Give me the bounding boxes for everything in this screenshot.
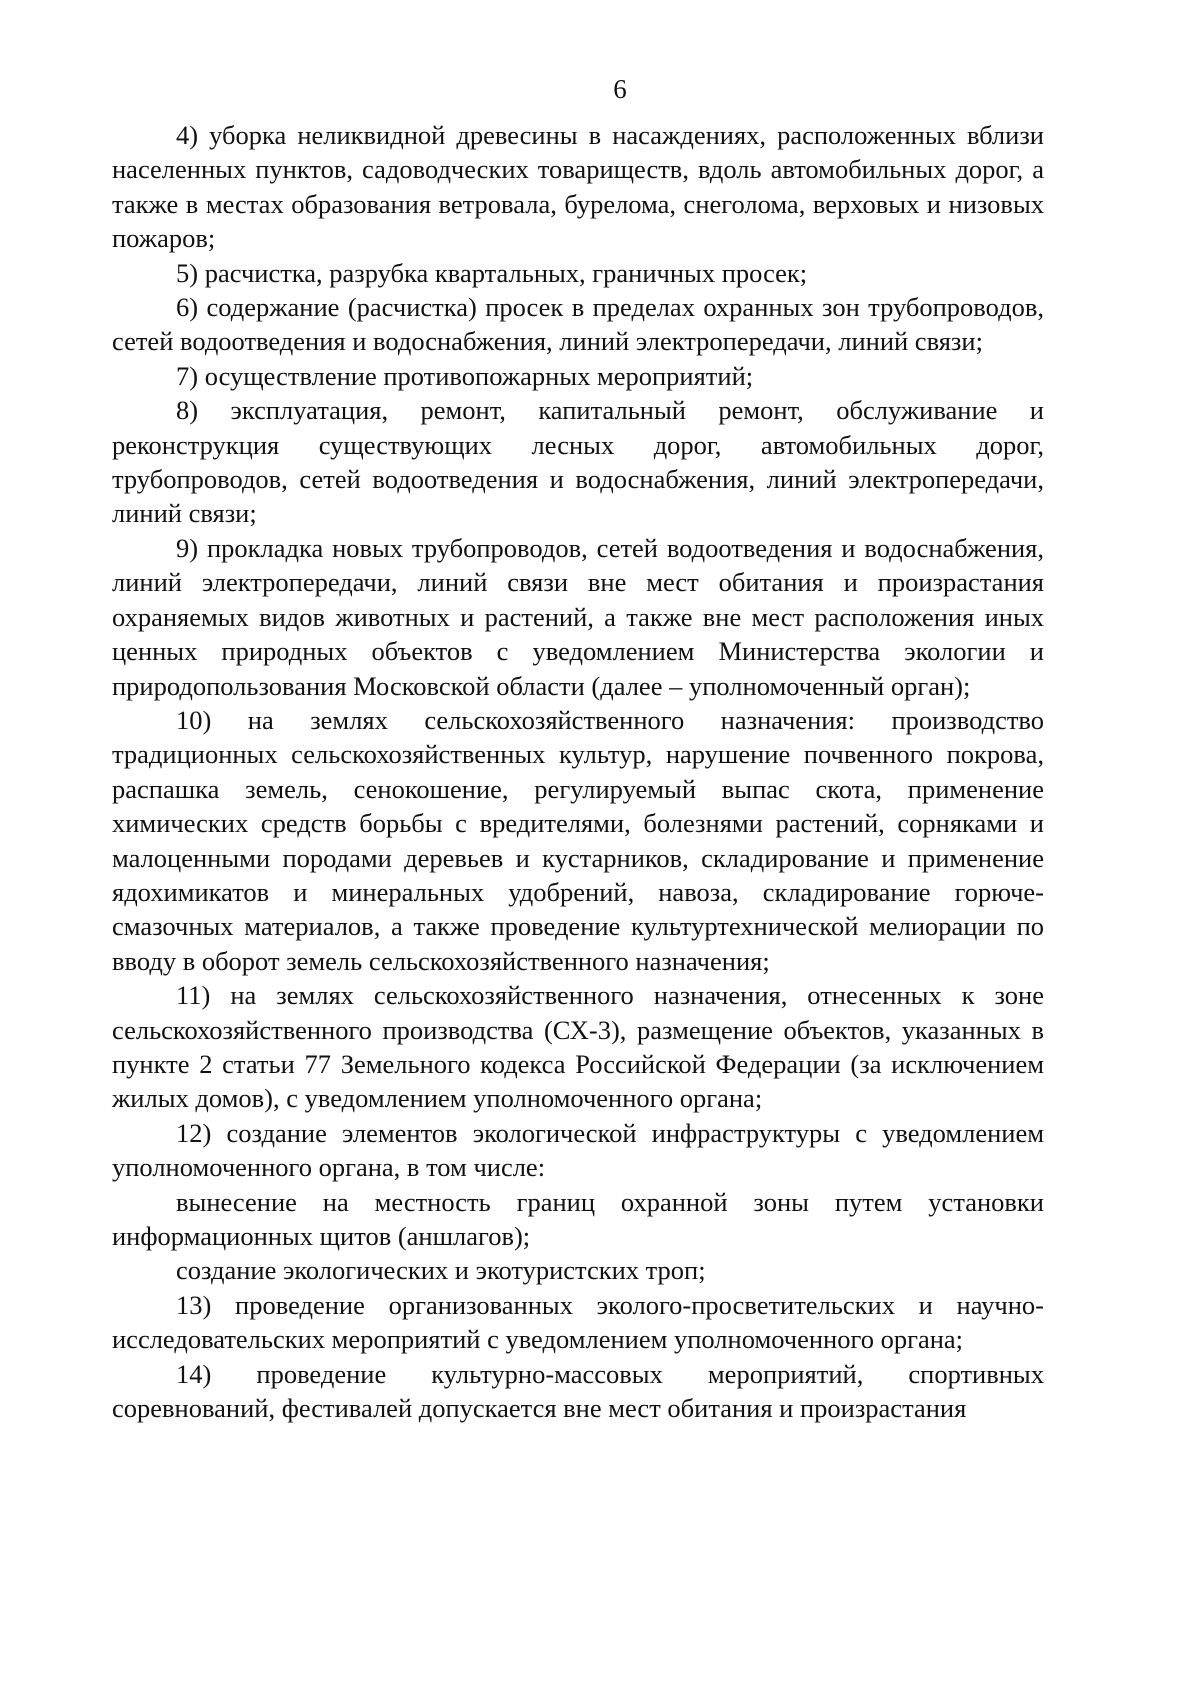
- paragraph-subitem-trails: создание экологических и экотуристских троп;: [176, 1255, 706, 1286]
- paragraph-item-10: 10) на землях сельскохозяйственного назначения: производство традиционных сельскохозяйственных культур, нарушение почвенного покрова, распашка земель, сенокошение, регулируемый выпас скота, применение химических средств борьбы с вредителями, болезнями растений, сорняками и малоценными породами деревьев и кустарников, складирование и применение ядохимикатов и минеральных удобрений, навоза, складирование горюче-смазочных материалов, а также проведение культуртехнической мелиорации по вводу в оборот земель сельскохозяйственного назначения;: [112, 704, 1044, 976]
- paragraph-item-13: 13) проведение организованных эколого-просветительских и научно-исследовательских мероприятий с уведомлением уполномоченного органа;: [112, 1289, 1044, 1355]
- paragraph-subitem-signs: вынесение на местность границ охранной зоны путем установки информационных щитов (аншлагов);: [112, 1186, 1044, 1251]
- paragraph-item-9: 9) прокладка новых трубопроводов, сетей водоотведения и водоснабжения, линий электропередачи, линий связи вне мест обитания и произрастания охраняемых видов животных и растений, а также вне мест расположения иных ценных природных объектов с уведомлением Министерства экологии и природопользования Московской области (далее – уполномоченный орган);: [112, 532, 1044, 701]
- paragraph-item-12: 12) создание элементов экологической инфраструктуры с уведомлением уполномоченного органа, в том числе:: [112, 1117, 1044, 1183]
- paragraph-item-7: 7) осуществление противопожарных мероприятий;: [176, 360, 754, 391]
- paragraph-item-5: 5) расчистка, разрубка квартальных, граничных просек;: [176, 257, 808, 288]
- document-body: [112, 118, 1044, 1425]
- paragraph-item-4: 4) уборка неликвидной древесины в насаждениях, расположенных вблизи населенных пунктов, садоводческих товариществ, вдоль автомобильных дорог, а также в местах образования ветровала, бурелома, снеголома, верховых и низовых пожаров;: [112, 120, 1044, 254]
- paragraph-item-11: 11) на землях сельскохозяйственного назначения, отнесенных к зоне сельскохозяйственного производства (СХ-3), размещение объектов, указанных в пункте 2 статьи 77 Земельного кодекса Российской Федерации (за исключением жилых домов), с уведомлением уполномоченного органа;: [112, 980, 1044, 1114]
- paragraph-item-8: 8) эксплуатация, ремонт, капитальный ремонт, обслуживание и реконструкция существующих лесных дорог, автомобильных дорог, трубопроводов, сетей водоотведения и водоснабжения, линий электропередачи, линий связи;: [112, 395, 1044, 529]
- paragraph-item-14: 14) проведение культурно-массовых мероприятий, спортивных соревнований, фестивалей допускается вне мест обитания и произрастания: [112, 1358, 1044, 1424]
- paragraph-item-6: 6) содержание (расчистка) просек в пределах охранных зон трубопроводов, сетей водоотведения и водоснабжения, линий электропередачи, линий связи;: [112, 292, 1044, 357]
- page-number: 6: [613, 74, 627, 104]
